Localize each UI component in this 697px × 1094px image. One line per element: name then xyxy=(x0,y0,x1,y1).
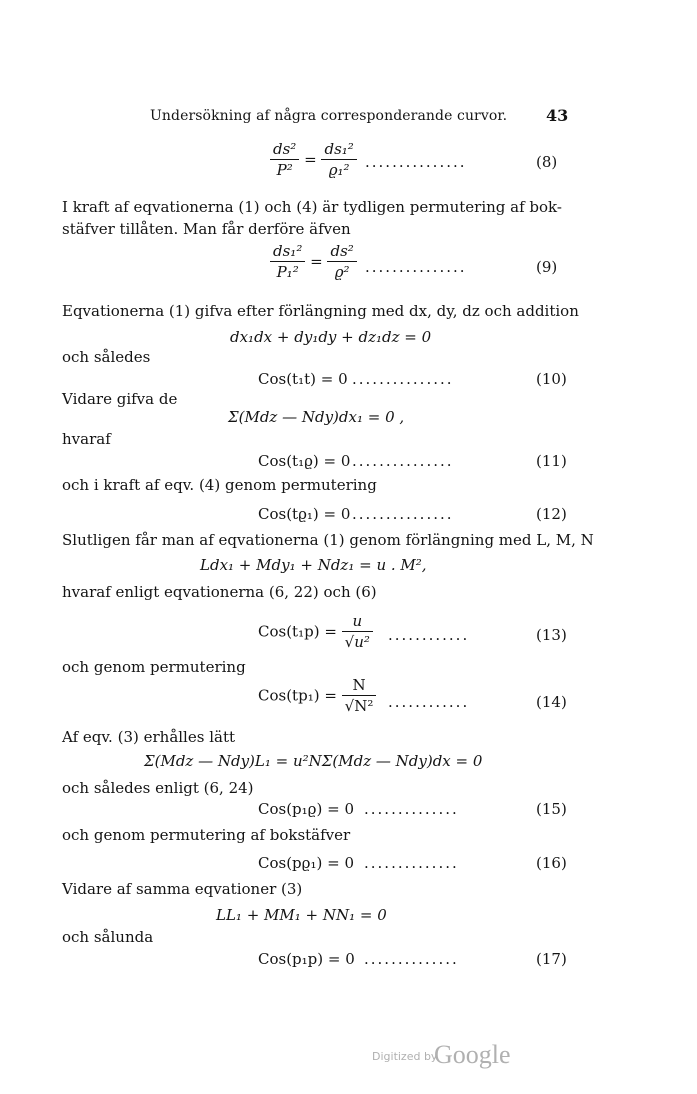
equation-sigma-2: Σ(Mdz — Ndy)L₁ = u²NΣ(Mdz — Ndy)dx = 0 xyxy=(144,752,483,770)
equation-11: Cos(t₁ϱ) = 0 xyxy=(258,452,351,470)
equation-8: $\frac{\text{ds²}}{\text{P²}}$ = $\frac{\text{ds₁²}}{\text{ϱ₁²}}$ xyxy=(270,140,357,179)
equation-9: $\frac{\text{ds₁²}}{\text{P₁²}}$ = $\frac{\text{ds²}}{\text{ϱ²}}$ xyxy=(270,242,357,281)
leader-dots: ............... xyxy=(352,505,454,523)
leader-dots: ............ xyxy=(388,626,470,644)
leader-dots: ............... xyxy=(365,153,467,171)
equation-number: (11) xyxy=(536,452,567,470)
equation-15: Cos(p₁ϱ) = 0 xyxy=(258,800,354,818)
paragraph-line: hvaraf enligt eqvationerna (6, 22) och (6) xyxy=(62,583,377,601)
paragraph-line: och således xyxy=(62,348,151,366)
equation-number: (12) xyxy=(536,505,567,523)
leader-dots: .............. xyxy=(364,854,459,872)
equation-number: (17) xyxy=(536,950,567,968)
paragraph-line: Slutligen får man af eqvationerna (1) genom förlängning med L, M, N xyxy=(62,531,594,549)
equation-number: (13) xyxy=(536,626,567,644)
equation-number: (15) xyxy=(536,800,567,818)
paragraph-line: Vidare af samma eqvationer (3) xyxy=(62,880,303,898)
paragraph-line: och sålunda xyxy=(62,928,154,946)
running-header: Undersökning af några corresponderande curvor. xyxy=(150,108,508,124)
leader-dots: .............. xyxy=(364,950,459,968)
leader-dots: ............... xyxy=(365,258,467,276)
equation-17: Cos(p₁p) = 0 xyxy=(258,950,355,968)
leader-dots: .............. xyxy=(364,800,459,818)
paragraph-line: och genom permutering af bokstäfver xyxy=(62,826,351,844)
google-watermark: Google xyxy=(434,1040,511,1069)
equation-10: Cos(t₁t) = 0 xyxy=(258,370,348,388)
equation-number: (8) xyxy=(536,153,558,171)
equation-L: Ldx₁ + Mdy₁ + Ndz₁ = u . M², xyxy=(200,556,427,574)
leader-dots: ............... xyxy=(352,370,454,388)
paragraph-line: Af eqv. (3) erhålles lätt xyxy=(62,728,235,746)
equation-number: (9) xyxy=(536,258,558,276)
digitized-label: Digitized by xyxy=(372,1050,438,1063)
paragraph-line: och således enligt (6, 24) xyxy=(62,779,254,797)
paragraph-line: stäfver tillåten. Man får derföre äfven xyxy=(62,220,351,238)
paragraph-line: Vidare gifva de xyxy=(62,390,178,408)
paragraph-line: och genom permutering xyxy=(62,658,246,676)
paragraph-line: hvaraf xyxy=(62,430,111,448)
paragraph-line: I kraft af eqvationerna (1) och (4) är tydligen permutering af bok- xyxy=(62,198,562,216)
leader-dots: ............... xyxy=(352,452,454,470)
equation-13: Cos(t₁p) = $\frac{u}{\text{√u²}}$ xyxy=(258,612,373,651)
equation-sigma: Σ(Mdz — Ndy)dx₁ = 0 , xyxy=(228,408,405,426)
paragraph-line: Eqvationerna (1) gifva efter förlängning med dx, dy, dz och addition xyxy=(62,302,579,320)
equation-number: (16) xyxy=(536,854,567,872)
paragraph-line: och i kraft af eqv. (4) genom permutering xyxy=(62,476,377,494)
equation-14: Cos(tp₁) = $\frac{N}{\text{√N²}}$ xyxy=(258,676,376,715)
equation-addition: dx₁dx + dy₁dy + dz₁dz = 0 xyxy=(230,328,432,346)
equation-12: Cos(tϱ₁) = 0 xyxy=(258,505,351,523)
page-number: 43 xyxy=(546,106,569,125)
equation-number: (10) xyxy=(536,370,567,388)
equation-16: Cos(pϱ₁) = 0 xyxy=(258,854,354,872)
leader-dots: ............ xyxy=(388,693,470,711)
equation-number: (14) xyxy=(536,693,567,711)
equation-LL: LL₁ + MM₁ + NN₁ = 0 xyxy=(216,906,387,924)
